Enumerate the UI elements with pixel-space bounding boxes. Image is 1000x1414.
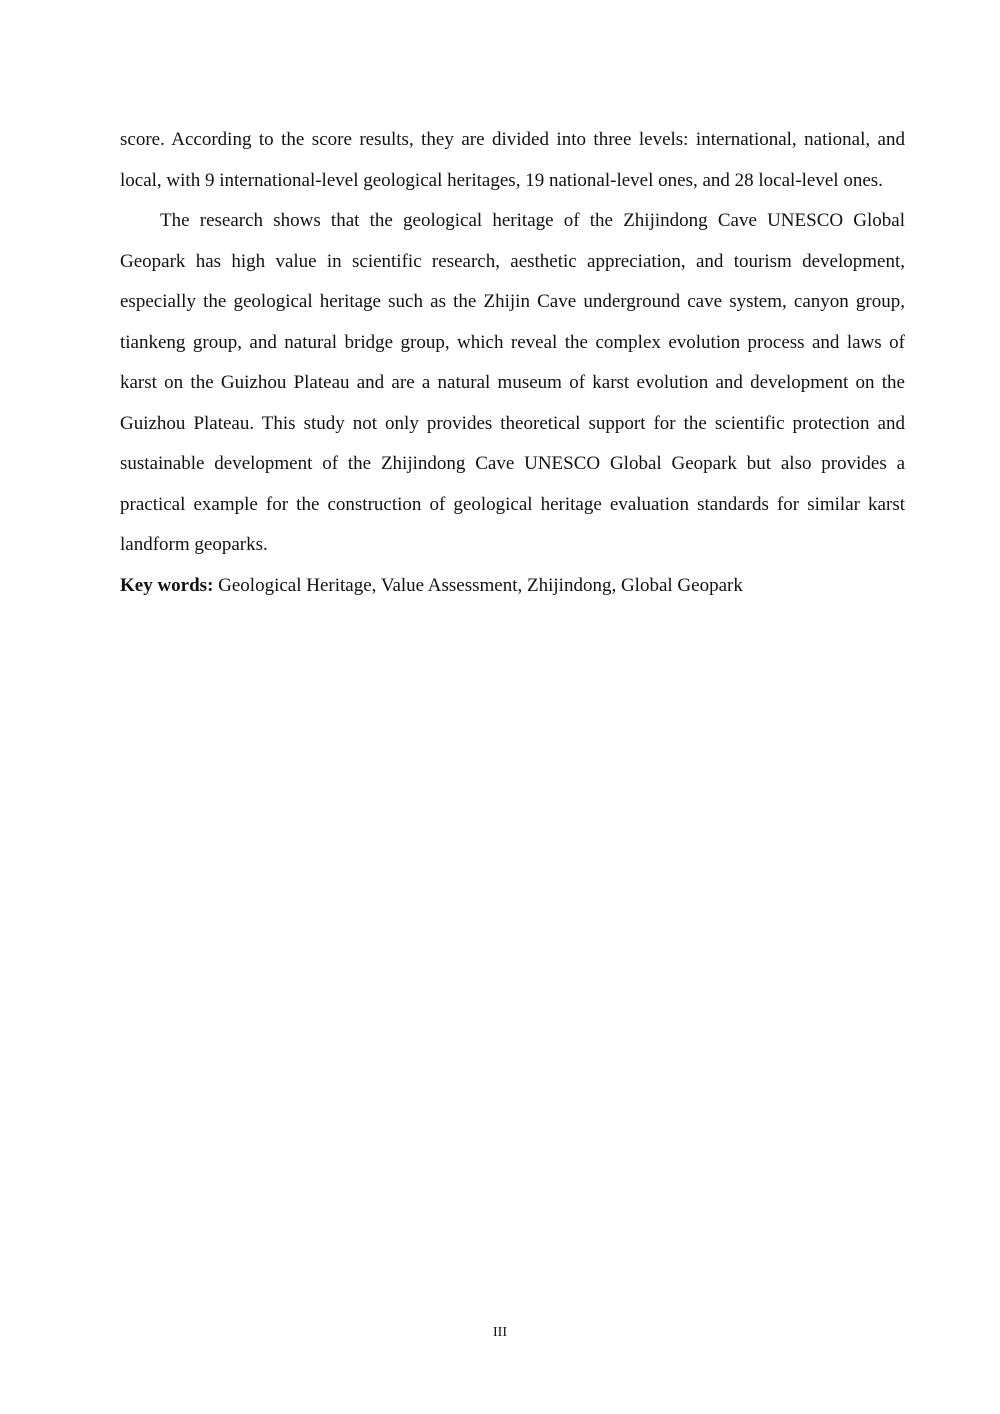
keywords-text: Geological Heritage, Value Assessment, Zhijindong, Global Geopark [218, 574, 743, 596]
keywords-label: Key words: [120, 574, 214, 596]
abstract-paragraph-continued: score. According to the score results, they are divided into three levels: international, national, and local, with 9 international-level geological heritages, 19 national-level ones, and 28 local-level ones. [120, 129, 905, 191]
page-number: III [493, 1325, 507, 1340]
abstract-paragraph-findings: The research shows that the geological heritage of the Zhijindong Cave UNESCO Global Geopark has high value in scientific research, aesthetic appreciation, and tourism development, especially the geological heritage such as the Zhijin Cave underground cave system, canyon group, tiankeng group, and natural bridge group, which reveal the complex evolution process and laws of karst on the Guizhou Plateau and are a natural museum of karst evolution and development on the Guizhou Plateau. This study not only provides theoretical support for the scientific protection and sustainable development of the Zhijindong Cave UNESCO Global Geopark but also provides a practical example for the construction of geological heritage evaluation standards for similar karst landform geoparks. [120, 210, 905, 555]
keywords-line [120, 566, 905, 607]
abstract-body [120, 120, 905, 606]
